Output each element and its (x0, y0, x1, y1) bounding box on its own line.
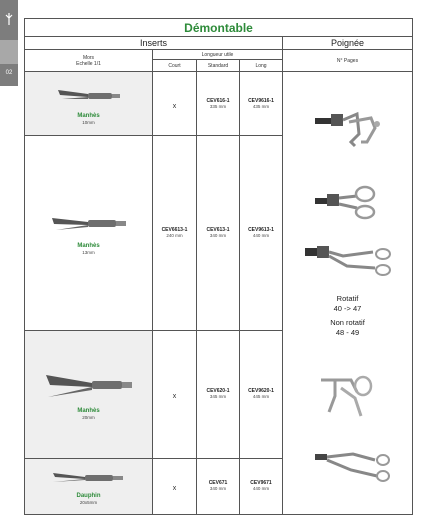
standard-header: Standard (197, 60, 240, 72)
instrument-icon (4, 12, 14, 26)
short-header: Court (153, 60, 197, 72)
useful-length-header: Longueur utile (153, 50, 283, 60)
standard-cell: CEV620-1 345 mm (197, 330, 240, 458)
long-cell: CEV9613-1 440 mm (240, 136, 283, 330)
non-rotatif-label: Non rotatif (330, 318, 365, 327)
insert-size: 20mm (82, 414, 95, 420)
insert-cell (25, 136, 153, 330)
insert-size: 13mm (82, 250, 95, 256)
rotary-handle-1-icon (313, 108, 383, 148)
insert-cell (25, 72, 153, 136)
product-table (24, 18, 413, 515)
court-cell: CEV6613-1 240 mm (153, 136, 197, 330)
rotary-handle-2-icon (313, 184, 383, 220)
standard-cell: CEV616-1 335 mm (197, 72, 240, 136)
insert-name: Manhès (77, 243, 100, 250)
insert-name: Dauphin (76, 492, 101, 499)
table-title: Démontable (25, 19, 413, 37)
rotatif-pages: 40 -> 47 (333, 304, 362, 313)
long-cell: CEV9616-1 435 mm (240, 72, 283, 136)
table-row (25, 72, 413, 136)
court-cell: x (153, 458, 197, 514)
rotary-handle-3-icon (303, 242, 393, 282)
insert-cell (25, 330, 153, 458)
handle-header: Poignée (283, 37, 413, 50)
insert-cell (25, 458, 153, 514)
side-tab-divider (0, 40, 18, 64)
inserts-header: Inserts (25, 37, 283, 50)
side-tab-code: 02 (5, 70, 13, 76)
pages-header: N° Pages (283, 50, 413, 72)
court-cell: x (153, 72, 197, 136)
insert-size: 20x5mm (79, 499, 98, 505)
manhes-20mm-insert-icon (42, 369, 136, 403)
non-rotatif-pages: 48 - 49 (335, 328, 360, 337)
long-header: Long (240, 60, 283, 72)
long-cell: CEV9671 440 mm (240, 458, 283, 514)
rotatif-label: Rotatif (336, 294, 359, 303)
manhes-10mm-insert-icon (54, 82, 124, 108)
side-tab (0, 0, 18, 86)
handles-cell (283, 72, 413, 515)
jaws-header: Mors Echelle 1/1 (25, 50, 153, 72)
non-rotary-handle-1-icon (317, 372, 377, 418)
insert-name: Manhès (77, 113, 100, 120)
standard-cell: CEV671 340 mm (197, 458, 240, 514)
court-cell: x (153, 330, 197, 458)
insert-size: 10mm (82, 120, 95, 126)
standard-cell: CEV613-1 340 mm (197, 136, 240, 330)
long-cell: CEV9620-1 445 mm (240, 330, 283, 458)
dauphin-insert-icon (49, 468, 129, 488)
non-rotary-handle-2-icon (313, 448, 393, 484)
insert-name: Manhès (77, 407, 100, 414)
manhes-13mm-insert-icon (48, 210, 130, 238)
